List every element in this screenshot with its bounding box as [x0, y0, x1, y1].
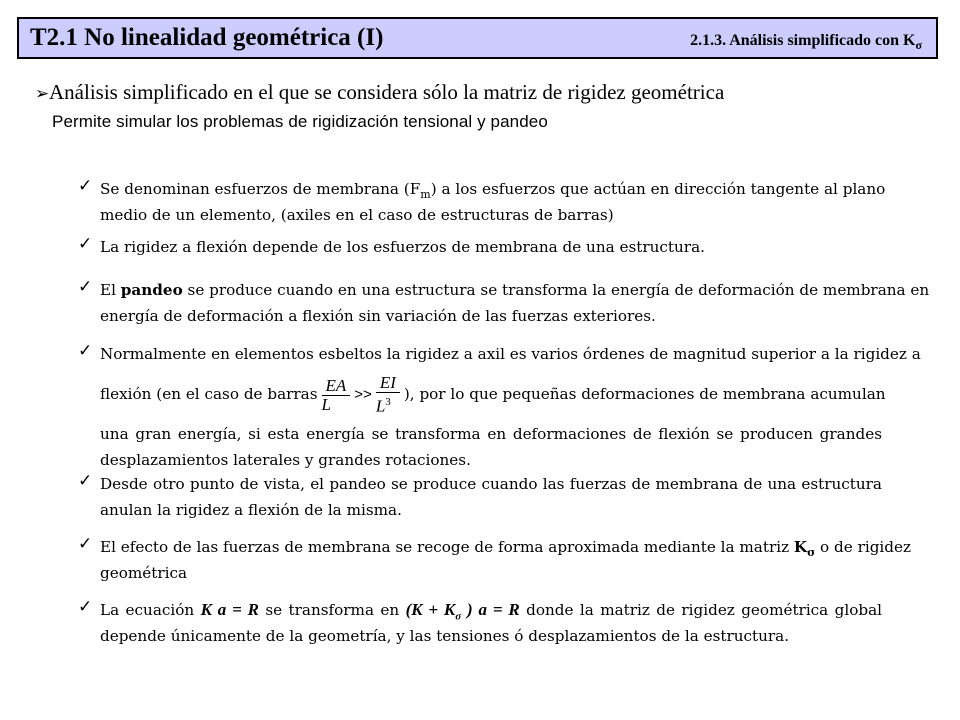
item-text: Se denominan esfuerzos de membrana $(F_m)$ a los esfuerzos que actúan en dirección tangente al plano medio de un elemento, (axiles en el caso de estructuras de barras): [100, 180, 886, 224]
item-text: La ecuación K a = R se transforma en ($K + K_\sigma$ ) a = R donde la matriz de rigidez geométrica global depende únicamente de la geometría, y las tensiones ó desplazamientos de la estructura.: [100, 600, 883, 645]
section-heading-text: 2.1.3. Análisis simplificado con K: [690, 32, 916, 49]
checkmark-icon: ✓: [78, 597, 93, 617]
checkmark-icon: ✓: [78, 534, 93, 554]
item-text: El pandeo se produce cuando en una estructura se transforma la energía de deformación de membrana en energía de deformación a flexión sin variación de las fuerzas exteriores.: [100, 281, 930, 325]
title-bar: [17, 17, 938, 59]
much-greater-than: >>: [354, 386, 372, 403]
equation-k-ksigma: ($K + K_\sigma$ ) a = R: [405, 600, 520, 623]
checkmark-icon: ✓: [78, 176, 93, 196]
checkmark-icon: ✓: [78, 277, 93, 297]
main-bullet-text: Análisis simplificado en el que se considera sólo la matriz de rigidez geométrica: [49, 80, 725, 104]
section-heading: [690, 32, 922, 53]
slide-title: T2.1 No linealidad geométrica (I): [30, 24, 384, 51]
checkmark-icon: ✓: [78, 234, 93, 254]
checkmark-icon: ✓: [78, 341, 93, 361]
equation-ka-r: K a = R: [200, 600, 259, 619]
item-text: La rigidez a flexión depende de los esfuerzos de membrana de una estructura.: [100, 238, 705, 256]
main-bullet: [35, 80, 724, 105]
arrow-right-icon: ➢: [35, 84, 50, 103]
subtitle-text: Permite simular los problemas de rigidización tensional y pandeo: [52, 112, 548, 131]
section-heading-subscript: σ: [915, 38, 922, 53]
item-text: El efecto de las fuerzas de membrana se recoge de forma aproximada mediante la matriz $K_\sigma$ o de rigidez geométrica: [100, 538, 911, 582]
checkmark-icon: ✓: [78, 471, 93, 491]
item-text: Desde otro punto de vista, el pandeo se produce cuando las fuerzas de membrana de una estructura anulan la rigidez a flexión de la misma.: [100, 475, 882, 519]
item-text: Normalmente en elementos esbeltos la rigidez a axil es varios órdenes de magnitud superior a la rigidez a flexión (en el caso de barras $\frac{EA}{L}$ >> $\frac{EI}{L^3}$ ), por lo que pequeñas deformaciones de membrana acumulan una gran energía, si esta energía se transforma en deformaciones de flexión se producen grandes desplazamientos laterales y grandes rotaciones.: [100, 345, 921, 469]
fraction-ei-over-l3: $\frac{EI}{L^3}$: [376, 374, 400, 416]
k-sigma-symbol: $K_\sigma$: [793, 538, 816, 560]
pandeo-emphasis: pandeo: [120, 281, 183, 299]
formula-line: flexión (en el caso de barras $\frac{EA}{L}$ >> $\frac{EI}{L^3}$ ), por lo que pequeñas deformaciones de membrana acumulan: [100, 373, 886, 416]
fraction-ea-over-l: $\frac{EA}{L}$: [322, 377, 351, 414]
